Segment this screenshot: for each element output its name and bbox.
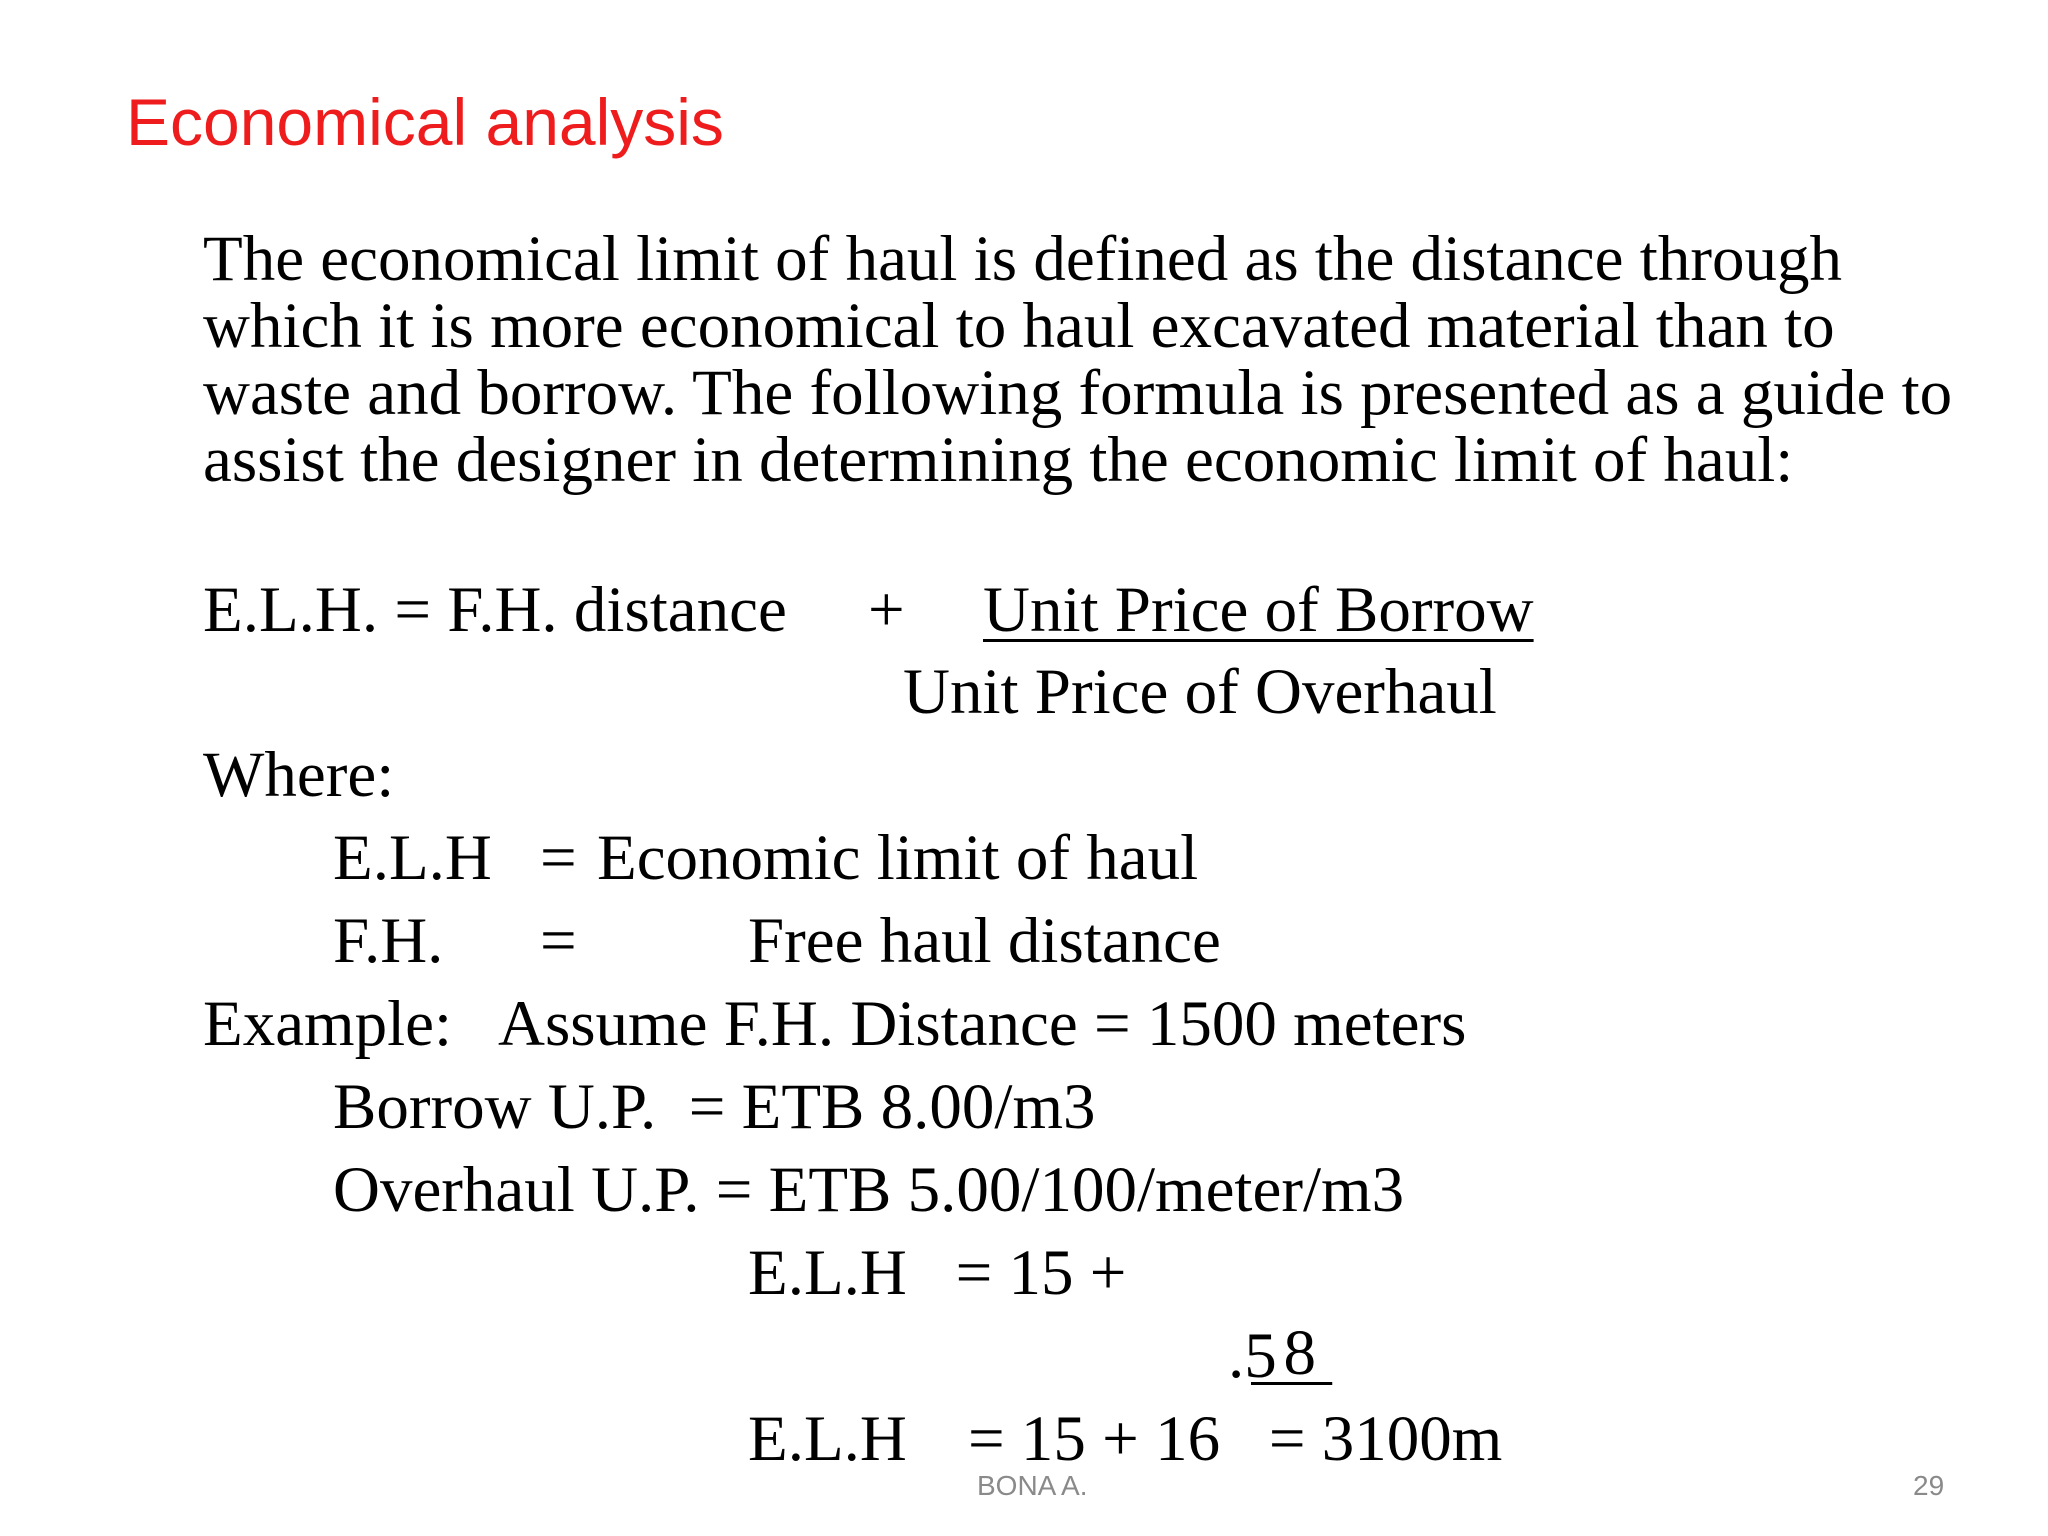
definition-equals: = [540, 822, 577, 894]
footer-page-number: 29 [1913, 1470, 1945, 1501]
definition-equals: = [540, 905, 577, 977]
example-assumption: Assume F.H. Distance = 1500 meters [498, 988, 1467, 1060]
formula-numerator [983, 570, 1534, 650]
formula-numerator-text: Unit Price of Borrow [983, 574, 1534, 646]
definition-term: F.H. [333, 905, 444, 977]
calc1-numerator-value: 8 [1283, 1317, 1316, 1389]
where-label: Where: [203, 739, 395, 811]
calc1-denominator: .5 [1228, 1320, 1277, 1392]
definition-meaning: Free haul distance [748, 905, 1221, 977]
formula-plus: + [868, 574, 905, 646]
calc2-rhs: = 15 + 16 = 3100m [968, 1403, 1503, 1475]
example-label: Example: [203, 988, 453, 1060]
definition-term: E.L.H [333, 822, 492, 894]
formula-denominator: Unit Price of Overhaul [903, 656, 1497, 728]
footer-author: BONA A. [977, 1470, 1088, 1501]
formula-lhs: E.L.H. = F.H. distance [203, 574, 787, 646]
calc1-lhs: E.L.H = 15 + [748, 1237, 1127, 1309]
definition-meaning: Economic limit of haul [597, 822, 1199, 894]
calc2-lhs: E.L.H [748, 1403, 907, 1475]
slide-title: Economical analysis [126, 85, 724, 159]
example-overhaul: Overhaul U.P. = ETB 5.00/100/meter/m3 [333, 1154, 1405, 1226]
intro-paragraph: The economical limit of haul is defined as the distance through which it is more economical to haul excavated material than to waste and borrow. The following formula is presented as a guide to assist the designer in determining the economic limit of haul: [203, 223, 1953, 496]
example-borrow: Borrow U.P. = ETB 8.00/m3 [333, 1071, 1096, 1143]
